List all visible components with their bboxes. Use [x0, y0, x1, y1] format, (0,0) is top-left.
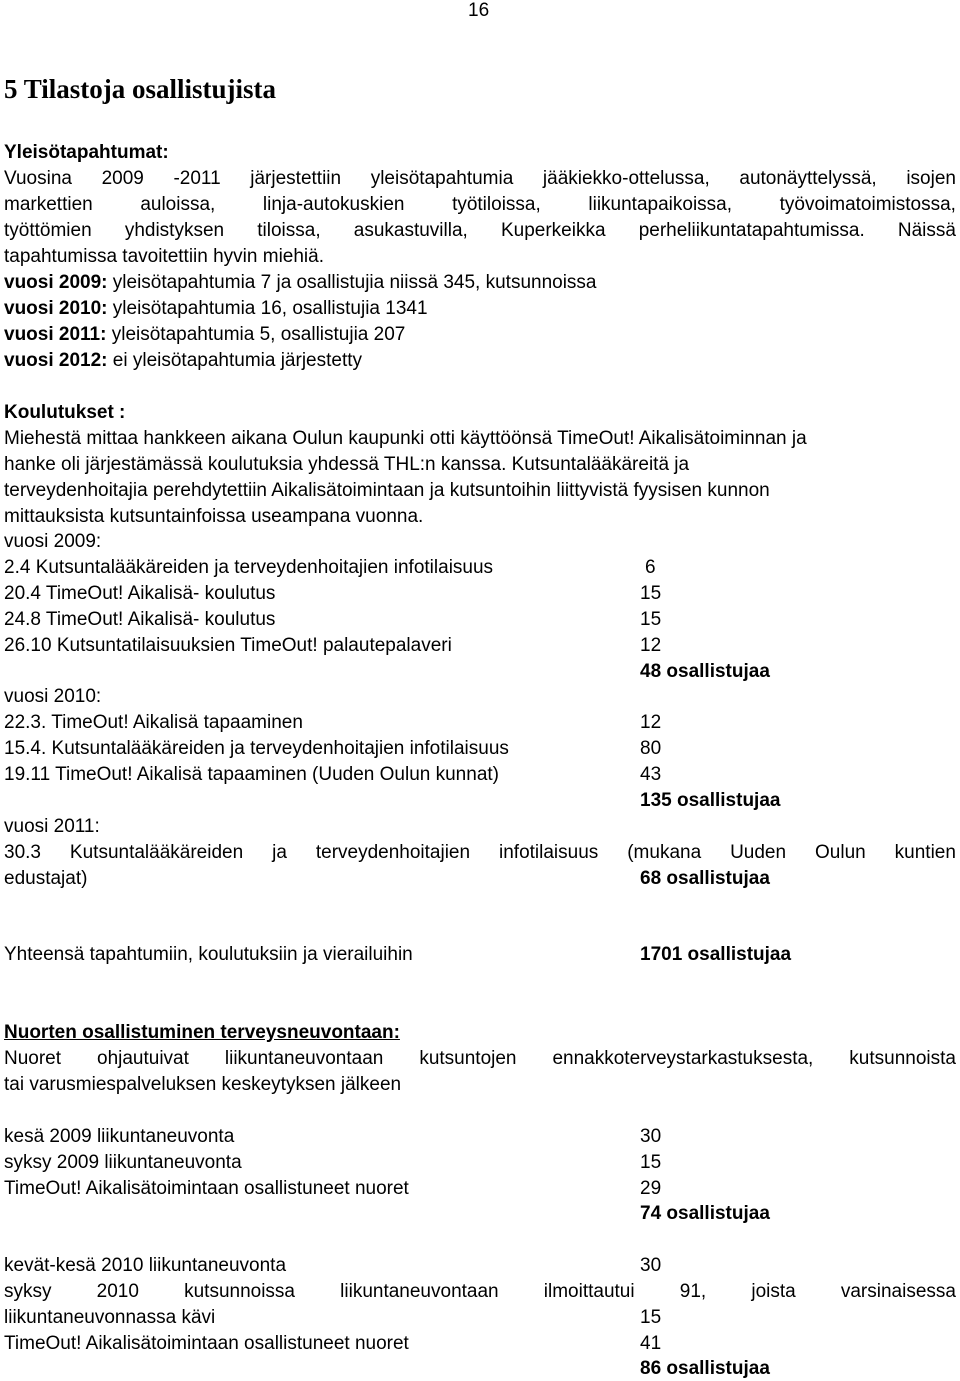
word: työttömien [4, 220, 92, 241]
events-heading: Yleisötapahtumat: [4, 142, 169, 163]
word: syksy [4, 1281, 52, 1302]
grand-total-value: 1701 osallistujaa [640, 944, 792, 965]
trainings-intro-line-3: terveydenhoitajia perehdytettiin Aikalisätoimintaan ja kutsuntoihin liittyvistä fyysisen kunnon [4, 480, 770, 501]
youth-row-value: 30 [640, 1126, 662, 1147]
grand-total-label: Yhteensä tapahtumiin, koulutuksiin ja vierailuihin [4, 944, 413, 965]
youth-row-value: 30 [640, 1255, 662, 1276]
year-label: vuosi 2012: [4, 350, 108, 371]
youth-row-value: 41 [640, 1333, 662, 1354]
word: 2010 [96, 1281, 139, 1302]
training-row: 2.4 Kutsuntalääkäreiden ja terveydenhoitajien infotilaisuus [4, 557, 494, 578]
year-label: vuosi 2011: [4, 324, 107, 345]
word: joista [751, 1281, 796, 1302]
word: ennakkoterveystarkastuksesta, [552, 1048, 814, 1069]
word: perheliikuntatapahtumissa. [638, 220, 865, 241]
word: yleisötapahtumia [370, 168, 514, 189]
youth-row: TimeOut! Aikalisätoimintaan osallistuneet nuoret [4, 1333, 409, 1354]
word: jääkiekko-ottelussa, [542, 168, 710, 189]
word: kutsuntojen [419, 1048, 517, 1069]
year-label: vuosi 2009: [4, 272, 108, 293]
training-row: 22.3. TimeOut! Aikalisä tapaaminen [4, 712, 303, 733]
youth-intro-line-2: tai varusmiespalveluksen keskeytyksen jälkeen [4, 1074, 402, 1095]
word: infotilaisuus [499, 842, 599, 863]
events-intro-line-4: tapahtumissa tavoitettiin hyvin miehiä. [4, 246, 324, 267]
youth-row-value: 29 [640, 1178, 662, 1199]
word: terveydenhoitajien [315, 842, 471, 863]
year-2010-events [4, 297, 428, 321]
word: työtiloissa, [452, 194, 541, 215]
training-row: 24.8 TimeOut! Aikalisä- koulutus [4, 609, 276, 630]
word: 30.3 [4, 842, 41, 863]
youth-row-justified [4, 1280, 956, 1304]
word: Kuperkeikka [500, 220, 606, 241]
events-intro-line-1 [4, 167, 956, 191]
youth-row: liikuntaneuvonnassa kävi [4, 1307, 216, 1328]
training-row-value: 12 [640, 635, 662, 656]
word: (mukana [627, 842, 702, 863]
word: liikuntaneuvontaan [224, 1048, 384, 1069]
word: Nuoret [4, 1048, 62, 1069]
word: varsinaisessa [840, 1281, 956, 1302]
word: 91, [679, 1281, 707, 1302]
youth-intro-line-1 [4, 1047, 956, 1071]
trainings-2011-line-2: edustajat) [4, 868, 88, 889]
word: Vuosina [4, 168, 72, 189]
trainings-2009-total: 48 osallistujaa [640, 661, 770, 682]
trainings-intro-line-2: hanke oli järjestämässä koulutuksia yhdessä THL:n kanssa. Kutsuntalääkäreitä ja [4, 454, 690, 475]
word: ilmoittautui [543, 1281, 635, 1302]
word: Oulun [815, 842, 866, 863]
training-row-value: 12 [640, 712, 662, 733]
year-text: ei yleisötapahtumia järjestetty [107, 350, 363, 371]
youth-heading: Nuorten osallistuminen terveysneuvontaan: [4, 1022, 400, 1043]
events-intro-line-2 [4, 193, 956, 217]
word: isojen [906, 168, 956, 189]
trainings-2010-label: vuosi 2010: [4, 686, 102, 707]
word: autonäyttelyssä, [739, 168, 877, 189]
page-title: 5 Tilastoja osallistujista [4, 74, 277, 104]
word: asukastuvilla, [353, 220, 468, 241]
training-row-value: 80 [640, 738, 662, 759]
year-text: yleisötapahtumia 16, osallistujia 1341 [107, 298, 428, 319]
trainings-2009-label: vuosi 2009: [4, 531, 102, 552]
youth-row-value: 15 [640, 1152, 662, 1173]
year-2012-events [4, 349, 362, 373]
youth-row: TimeOut! Aikalisätoimintaan osallistuneet nuoret [4, 1178, 409, 1199]
events-intro-line-3 [4, 219, 956, 243]
word: linja-autokuskien [262, 194, 405, 215]
trainings-heading: Koulutukset : [4, 402, 126, 423]
word: yhdistyksen [124, 220, 225, 241]
word: työvoimatoimistossa, [779, 194, 956, 215]
page-number: 16 [468, 0, 490, 21]
word: -2011 [173, 168, 221, 189]
trainings-2010-total: 135 osallistujaa [640, 790, 781, 811]
year-label: vuosi 2010: [4, 298, 108, 319]
word: liikuntapaikoissa, [588, 194, 733, 215]
word: ohjautuivat [97, 1048, 189, 1069]
word: 2009 [101, 168, 144, 189]
training-row-value: 15 [640, 583, 662, 604]
word: järjestettiin [250, 168, 342, 189]
training-row: 26.10 Kutsuntatilaisuuksien TimeOut! palautepalaveri [4, 635, 452, 656]
year-2011-events [4, 323, 405, 347]
training-row-value: 15 [640, 609, 662, 630]
trainings-intro-line-1: Miehestä mittaa hankkeen aikana Oulun kaupunki otti käyttöönsä TimeOut! Aikalisätoiminnan ja [4, 428, 807, 449]
training-row-value: 43 [640, 764, 662, 785]
youth-block2-total: 86 osallistujaa [640, 1358, 770, 1379]
word: liikuntaneuvontaan [340, 1281, 499, 1302]
youth-row: kesä 2009 liikuntaneuvonta [4, 1126, 235, 1147]
word: Näissä [897, 220, 956, 241]
word: kuntien [894, 842, 956, 863]
training-row: 15.4. Kutsuntalääkäreiden ja terveydenhoitajien infotilaisuus [4, 738, 509, 759]
word: Uuden [730, 842, 787, 863]
training-row: 20.4 TimeOut! Aikalisä- koulutus [4, 583, 276, 604]
trainings-intro-line-4: mittauksista kutsuntainfoissa useampana vuonna. [4, 506, 424, 527]
word: Kutsuntalääkäreiden [69, 842, 244, 863]
word: auloissa, [140, 194, 216, 215]
year-2009-events [4, 271, 597, 295]
word: tiloissa, [257, 220, 321, 241]
word: kutsunnoista [849, 1048, 956, 1069]
trainings-2011-total: 68 osallistujaa [640, 868, 770, 889]
youth-row: syksy 2009 liikuntaneuvonta [4, 1152, 242, 1173]
youth-block1-total: 74 osallistujaa [640, 1203, 770, 1224]
training-row: 19.11 TimeOut! Aikalisä tapaaminen (Uuden Oulun kunnat) [4, 764, 499, 785]
year-text: yleisötapahtumia 5, osallistujia 207 [106, 324, 406, 345]
word: markettien [4, 194, 93, 215]
word: ja [272, 842, 287, 863]
year-text: yleisötapahtumia 7 ja osallistujia niissä 345, kutsunnoissa [107, 272, 597, 293]
training-row-value: 6 [645, 557, 656, 578]
word: kutsunnoissa [184, 1281, 295, 1302]
youth-row-value: 15 [640, 1307, 662, 1328]
youth-row: kevät-kesä 2010 liikuntaneuvonta [4, 1255, 287, 1276]
trainings-2011-line-1 [4, 841, 956, 865]
trainings-2011-label: vuosi 2011: [4, 816, 100, 837]
